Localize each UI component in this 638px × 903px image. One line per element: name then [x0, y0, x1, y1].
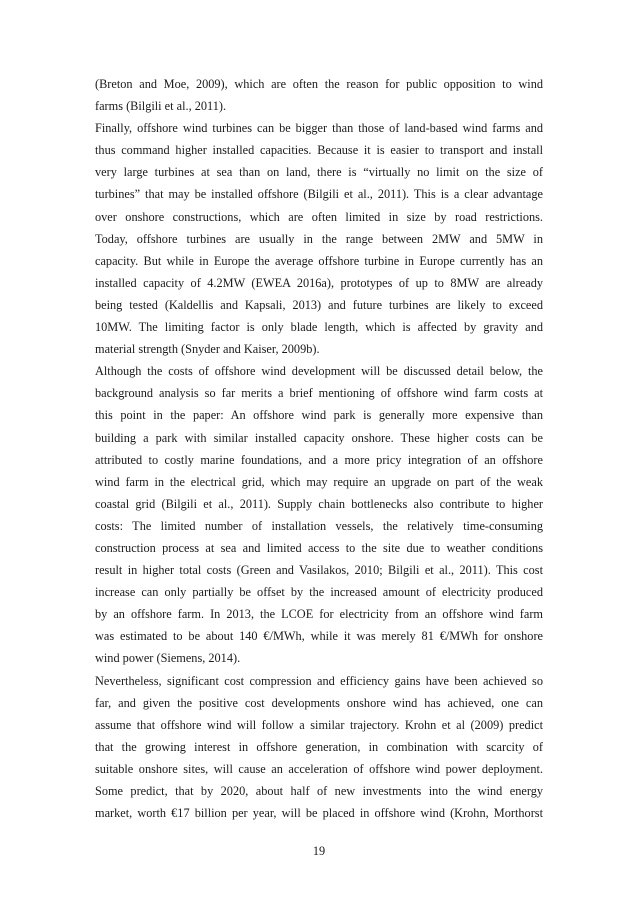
- page-number: 19: [312, 844, 326, 858]
- text-line: being tested (Kaldellis and Kapsali, 2013) and future turbines are likely to exceed: [95, 297, 543, 312]
- text-line: market, worth €17 billion per year, will be placed in offshore wind (Krohn, Morthorst: [95, 806, 543, 821]
- text-line: Finally, offshore wind turbines can be bigger than those of land-based wind farms and: [95, 121, 543, 136]
- text-line: building a park with similar installed capacity onshore. These higher costs can be: [95, 430, 543, 445]
- text-line: capacity. But while in Europe the average offshore turbine in Europe currently has an: [95, 253, 543, 268]
- text-line: was estimated to be about 140 €/MWh, while it was merely 81 €/MWh for onshore: [95, 629, 543, 644]
- text-line: by an offshore farm. In 2013, the LCOE for electricity from an offshore wind farm: [95, 607, 543, 622]
- text-line: background analysis so far merits a brief mentioning of offshore wind farm costs at: [95, 386, 543, 401]
- text-line: Today, offshore turbines are usually in the range between 2MW and 5MW in: [95, 231, 543, 246]
- text-line: result in higher total costs (Green and Vasilakos, 2010; Bilgili et al., 2011). This cost: [95, 563, 543, 578]
- text-line: (Breton and Moe, 2009), which are often the reason for public opposition to wind: [95, 77, 543, 91]
- text-line: that the growing interest in offshore generation, in combination with scarcity of: [95, 739, 543, 754]
- text-line: coastal grid (Bilgili et al., 2011). Supply chain bottlenecks also contribute to higher: [95, 496, 543, 511]
- text-line: this point in the paper: An offshore wind park is generally more expensive than: [95, 408, 543, 423]
- text-line: turbines” that may be installed offshore (Bilgili et al., 2011). This is a clear advantage: [95, 187, 543, 202]
- text-line: costs: The limited number of installation vessels, the relatively time-consuming: [95, 518, 543, 533]
- text-line: installed capacity of 4.2MW (EWEA 2016a), prototypes of up to 8MW are already: [95, 275, 543, 290]
- text-line: material strength (Snyder and Kaiser, 2009b).: [95, 342, 320, 357]
- text-line: wind power (Siemens, 2014).: [95, 651, 241, 666]
- text-line: farms (Bilgili et al., 2011).: [95, 99, 227, 114]
- text-line: Although the costs of offshore wind development will be discussed detail below, the: [95, 364, 543, 379]
- text-line: assume that offshore wind will follow a similar trajectory. Krohn et al (2009) predict: [95, 717, 543, 732]
- text-line: very large turbines at sea than on land, there is “virtually no limit on the size of: [95, 165, 543, 180]
- text-line: suitable onshore sites, will cause an acceleration of offshore wind power deployment.: [95, 761, 543, 776]
- text-line: attributed to costly marine foundations, and a more pricy integration of an offshore: [95, 452, 543, 467]
- text-line: increase can only partially be offset by the increased amount of electricity produced: [95, 585, 543, 600]
- text-line: construction process at sea and limited access to the site due to weather conditions: [95, 540, 543, 555]
- text-line: Nevertheless, significant cost compression and efficiency gains have been achieved so: [95, 673, 543, 688]
- text-line: 10MW. The limiting factor is only blade length, which is affected by gravity and: [95, 320, 543, 335]
- text-line: thus command higher installed capacities. Because it is easier to transport and install: [95, 143, 543, 158]
- text-line: over onshore constructions, which are often limited in size by road restrictions.: [95, 209, 543, 224]
- text-line: Some predict, that by 2020, about half of new investments into the wind energy: [95, 784, 543, 798]
- body-text: [95, 73, 543, 824]
- text-line: far, and given the positive cost developments onshore wind has achieved, one can: [95, 695, 543, 710]
- text-line: wind farm in the electrical grid, which may require an upgrade on part of the weak: [95, 474, 543, 489]
